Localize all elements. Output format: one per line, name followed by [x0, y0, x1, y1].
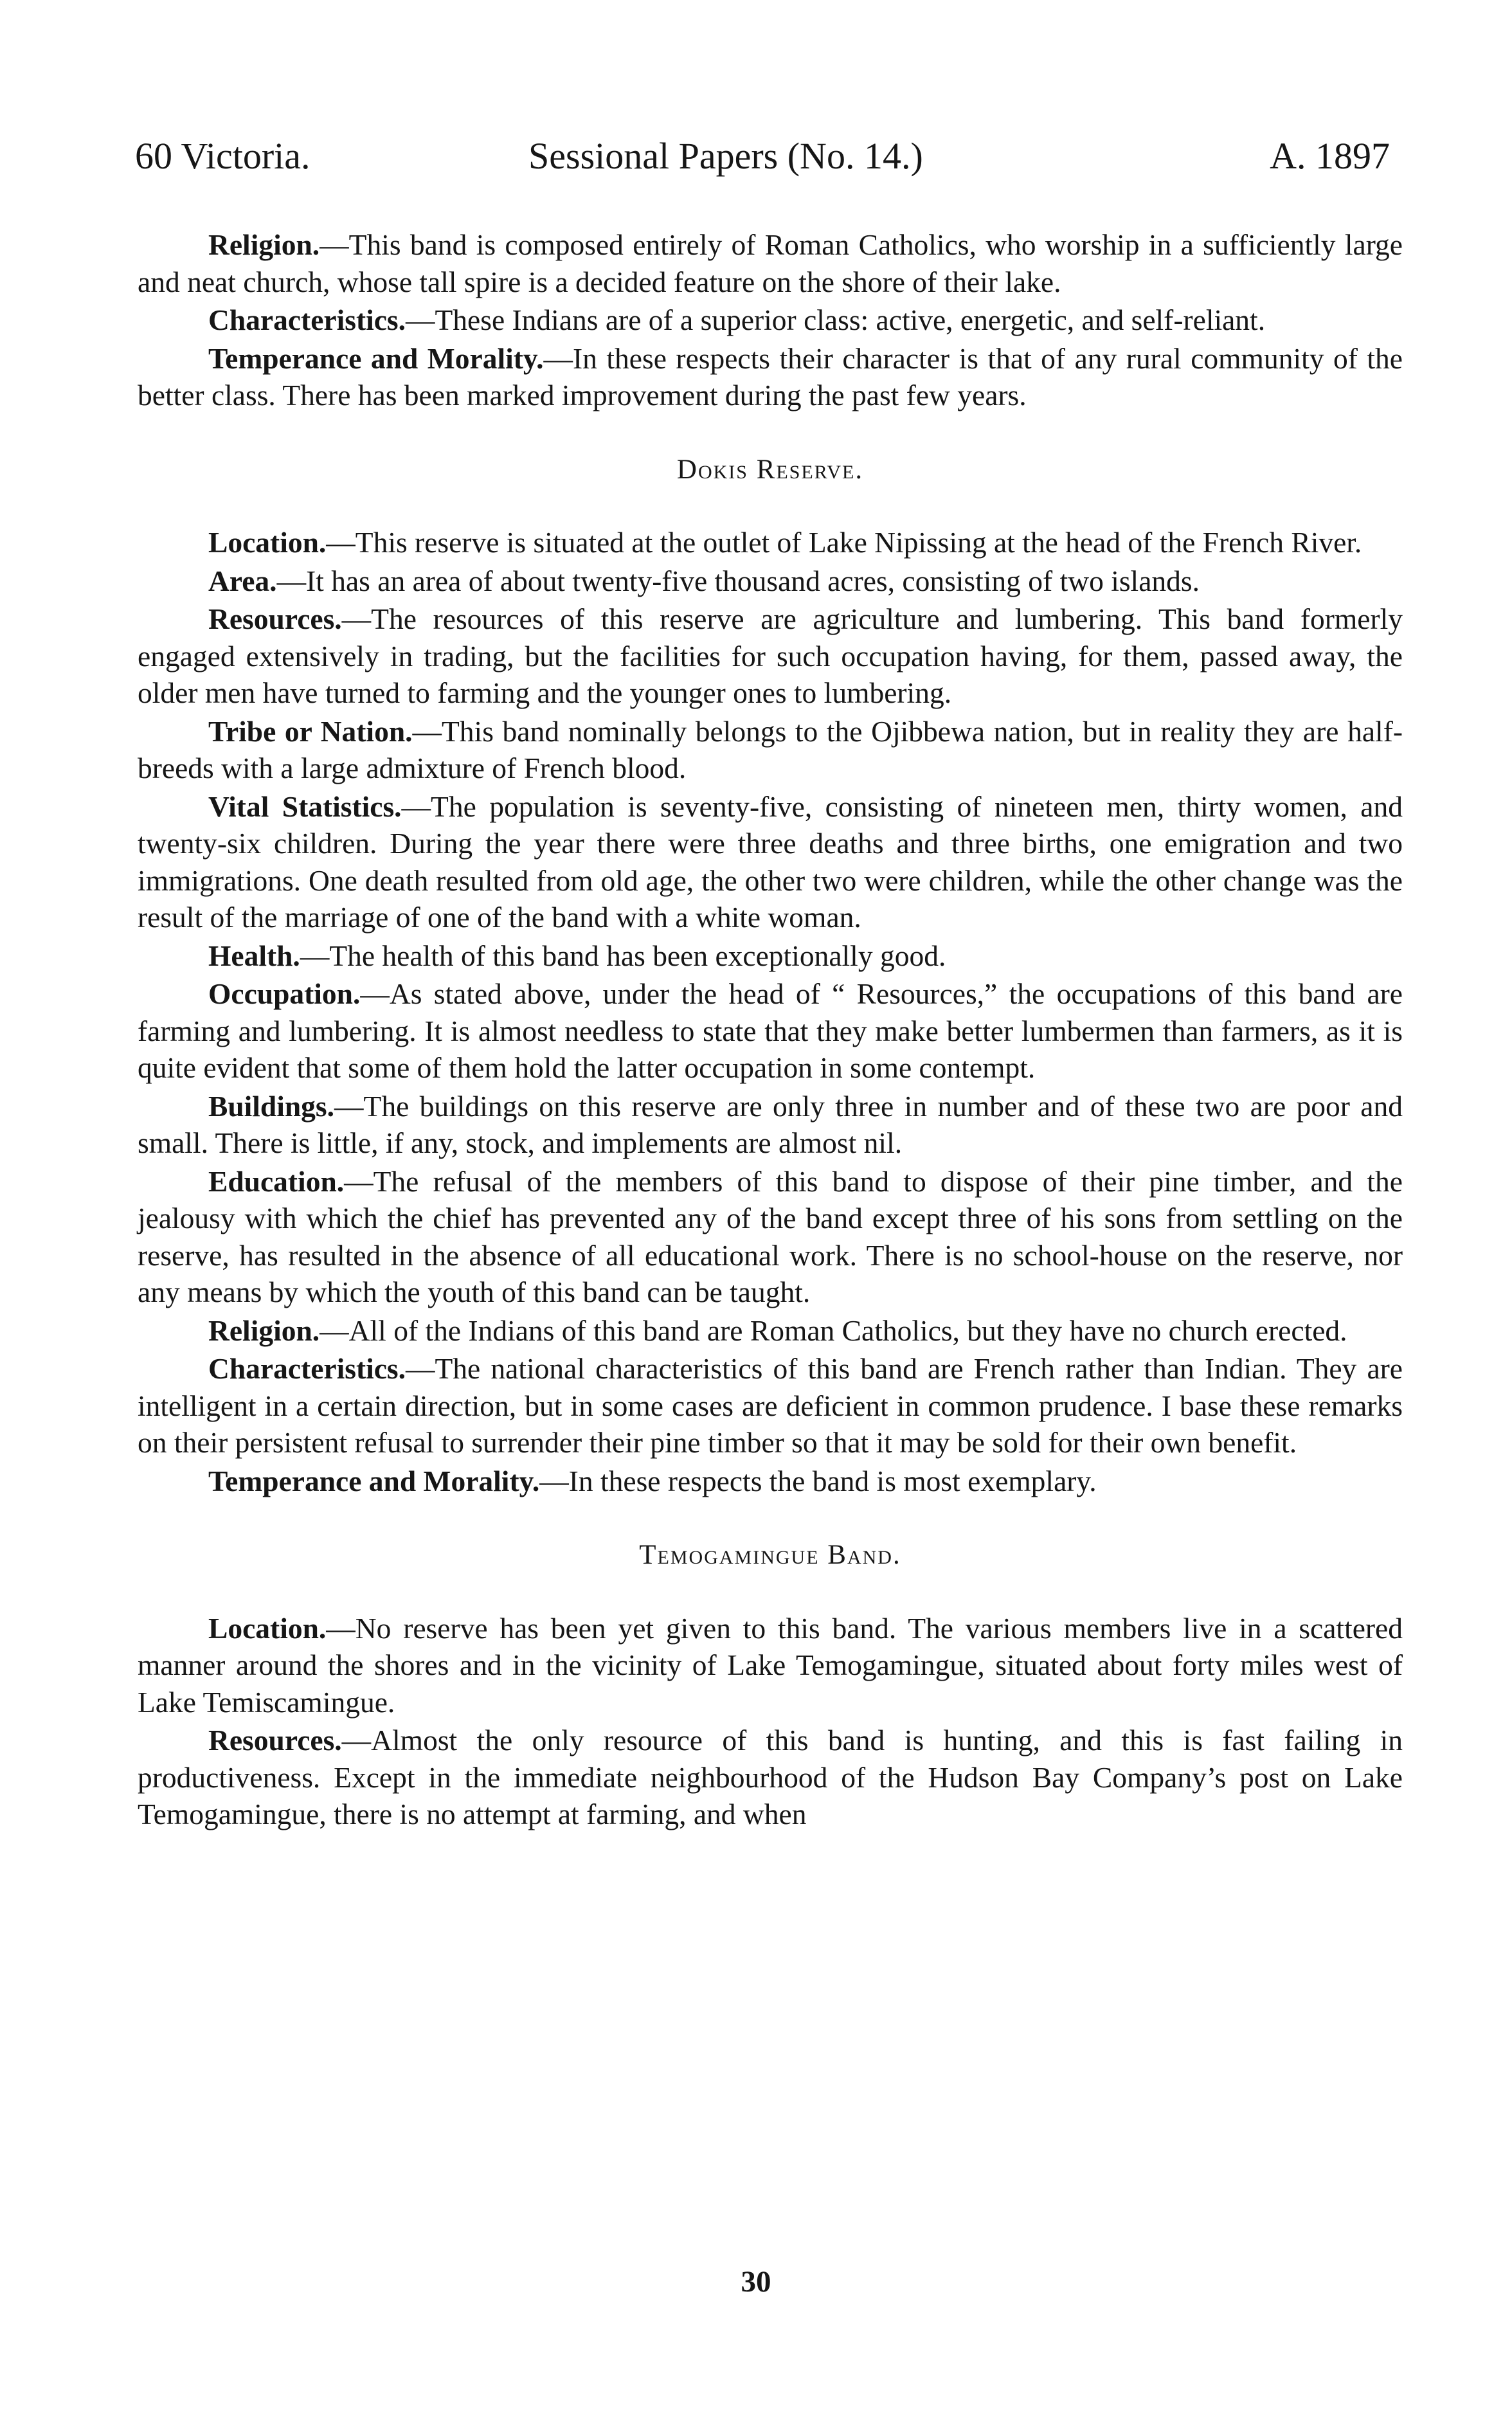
paragraph-location: Location.—No reserve has been yet given to this band. The various members live in a scattered manner around the shores and in the vicinity of Lake Temogamingue, situated about forty miles west of Lake Temiscamingue. — [138, 1611, 1403, 1719]
paragraph-vital-statistics: Vital Statistics.—The population is seventy-five, consisting of nineteen men, thirty women, and twenty-six children. During the year there were three deaths and three births, one emigration and two immigrations. One death resulted from old age, the other two were children, while the other change was the result of the marriage of one of the band with a white woman. — [138, 790, 1403, 934]
body-text — [138, 226, 1403, 1834]
paragraph-temperance: Temperance and Morality.—In these respects the band is most exemplary. — [208, 1464, 1097, 1497]
section-heading-temogamingue-band: Temogamingue Band. — [639, 1540, 901, 1570]
paragraph-area: Area.—It has an area of about twenty-five thousand acres, consisting of two islands. — [208, 564, 1200, 597]
paragraph-buildings: Buildings.—The buildings on this reserve are only three in number and of these two are poor and small. There is little, if any, stock, and implements are almost nil. — [138, 1089, 1403, 1159]
header-year: A. 1897 — [1270, 135, 1390, 177]
paragraph-religion: Religion.—This band is composed entirely of Roman Catholics, who worship in a sufficiently large and neat church, whose tall spire is a decided feature on the shore of their lake. — [138, 228, 1403, 298]
header-title: Sessional Papers (No. 14.) — [528, 135, 923, 177]
running-header — [135, 127, 1390, 185]
paragraph-characteristics: Characteristics.—These Indians are of a superior class: active, energetic, and self-reliant. — [208, 303, 1266, 336]
paragraph-temperance: Temperance and Morality.—In these respects their character is that of any rural community of the better class. There has been marked improvement during the past few years. — [138, 341, 1403, 411]
paragraph-education: Education.—The refusal of the members of this band to dispose of their pine timber, and the jealousy with which the chief has prevented any of the band except three of his sons from settling on the reserve, has resulted in the absence of all educational work. There is no school-house on the reserve, nor any means by which the youth of this band can be taught. — [138, 1164, 1403, 1308]
paragraph-resources: Resources.—Almost the only resource of this band is hunting, and this is fast failing in productiveness. Except in the immediate neighbourhood of the Hudson Bay Company’s post on Lake Temogamingue, there is no attempt at farming, and when — [138, 1724, 1403, 1830]
paragraph-characteristics: Characteristics.—The national characteristics of this band are French rather than Indian. They are intelligent in a certain direction, but in some cases are deficient in common prudence. I base these remarks on their persistent refusal to surrender their pine timber so that it may be sold for their own benefit. — [138, 1352, 1403, 1459]
paragraph-occupation: Occupation.—As stated above, under the head of “ Resources,” the occupations of this band are farming and lumbering. It is almost needless to state that they make better lumbermen than farmers, as it is quite evident that some of them hold the latter occupation in some contempt. — [138, 977, 1403, 1084]
section-heading-dokis-reserve: Dokis Reserve. — [676, 454, 864, 485]
paragraph-health: Health.—The health of this band has been exceptionally good. — [208, 939, 946, 972]
paragraph-tribe-or-nation: Tribe or Nation.—This band nominally belongs to the Ojibbewa nation, but in reality they are half-breeds with a large admixture of French blood. — [138, 714, 1403, 784]
page-number: 30 — [741, 2265, 771, 2298]
paragraph-religion: Religion.—All of the Indians of this band are Roman Catholics, but they have no church erected. — [208, 1314, 1347, 1347]
paragraph-location: Location.—This reserve is situated at the outlet of Lake Nipissing at the head of the French River. — [208, 526, 1362, 559]
paragraph-resources: Resources.—The resources of this reserve are agriculture and lumbering. This band formerly engaged extensively in trading, but the facilities for such occupation having, for them, passed away, the older men have turned to farming and the younger ones to lumbering. — [138, 602, 1403, 709]
header-volume: 60 Victoria. — [135, 135, 310, 177]
